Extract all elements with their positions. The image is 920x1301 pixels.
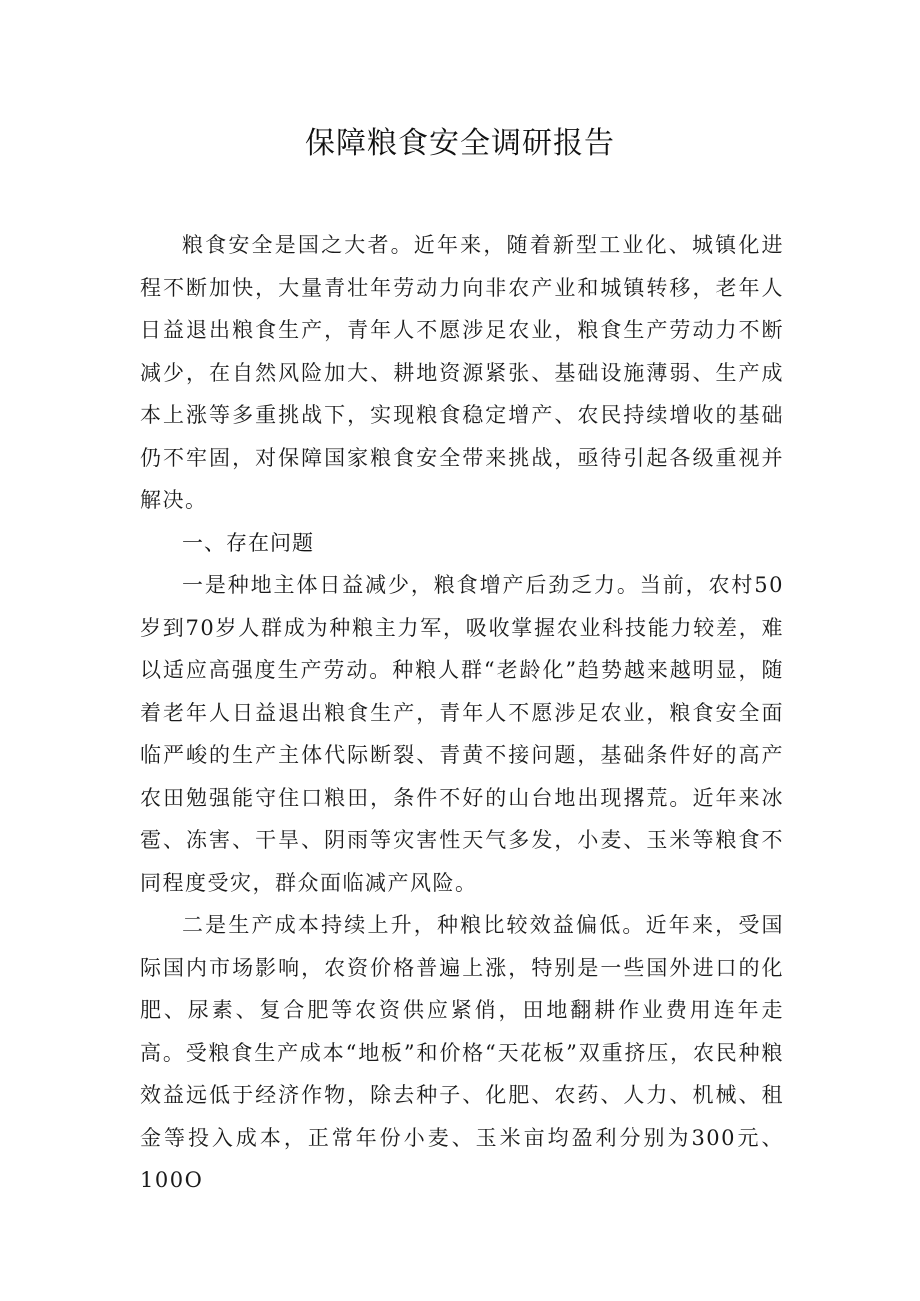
section-heading-problems: 一、存在问题 [182, 530, 314, 555]
document-title: 保障粮食安全调研报告 [305, 126, 615, 161]
intro-paragraph: 粮食安全是国之大者。近年来，随着新型工业化、城镇化进程不断加快，大量青壮年劳动力向非农产业和城镇转移，老年人日益退出粮食生产，青年人不愿涉足农业，粮食生产劳动力不断减少，在自然风险加大、耕地资源紧张、基础设施薄弱、生产成本上涨等多重挑战下，实现粮食稳定增产、农民持续增收的基础仍不牢固，对保障国家粮食安全带来挑战，亟待引起各级重视并解决。 [140, 233, 784, 512]
document-body [140, 224, 784, 1202]
paragraph-1: 一是种地主体日益减少，粮食增产后劲乏力。当前，农村50岁到70岁人群成为种粮主力军，吸收掌握农业科技能力较差，难以适应高强度生产劳动。种粮人群“老龄化”趋势越来越明显，随着老年人日益退出粮食生产，青年人不愿涉足农业，粮食安全面临严峻的生产主体代际断裂、青黄不接问题，基础条件好的高产农田勉强能守住口粮田，条件不好的山台地出现撂荒。近年来冰雹、冻害、干旱、阴雨等灾害性天气多发，小麦、玉米等粮食不同程度受灾，群众面临减产风险。 [140, 573, 784, 895]
paragraph-2: 二是生产成本持续上升，种粮比较效益偏低。近年来，受国际国内市场影响，农资价格普遍上涨，特别是一些国外进口的化肥、尿素、复合肥等农资供应紧俏，田地翻耕作业费用连年走高。受粮食生产成本“地板”和价格“天花板”双重挤压，农民种粮效益远低于经济作物，除去种子、化肥、农药、人力、机械、租金等投入成本，正常年份小麦、玉米亩均盈利分别为300元、100O [140, 913, 784, 1192]
